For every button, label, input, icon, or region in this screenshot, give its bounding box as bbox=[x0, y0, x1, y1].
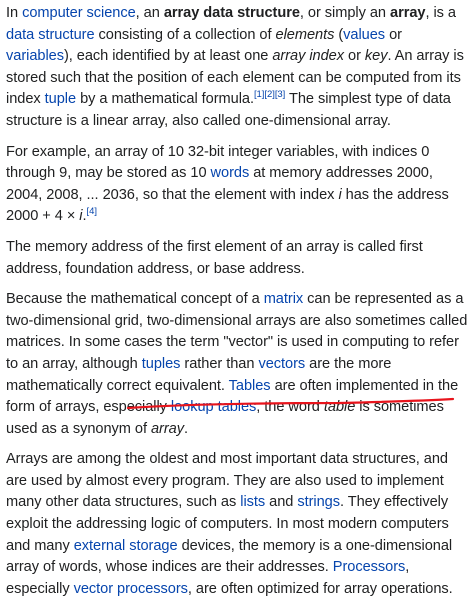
text: For example, an array of 10 32-bit integer variables, with indices 0 through 9, may be stored as 10 bbox=[6, 143, 430, 182]
italic-i: i bbox=[338, 186, 342, 203]
link-lookup-tables[interactable]: lookup tables bbox=[170, 399, 257, 416]
citation-4[interactable]: [4] bbox=[86, 206, 97, 218]
text: Arrays are among the oldest and most important data structures, and are used by almost every program. They are also used to implement many other data structures, such as bbox=[6, 451, 448, 511]
bold-term-array-data-structure: array data structure bbox=[163, 5, 300, 21]
text: , especially bbox=[6, 559, 410, 597]
text: . bbox=[183, 420, 188, 437]
link-vectors[interactable]: vectors bbox=[258, 355, 306, 372]
text: Because the mathematical concept of a bbox=[6, 291, 264, 308]
link-strings[interactable]: strings bbox=[297, 494, 340, 511]
link-computer-science[interactable]: computer science bbox=[22, 5, 136, 21]
citation-1[interactable]: [1] bbox=[253, 89, 265, 101]
text: In bbox=[6, 5, 23, 21]
text: ; the word bbox=[256, 399, 324, 416]
text: , an bbox=[135, 5, 164, 21]
italic-table: table bbox=[323, 399, 356, 416]
italic-array: array bbox=[150, 420, 184, 437]
text: or bbox=[385, 26, 402, 43]
link-processors[interactable]: Processors bbox=[332, 559, 406, 576]
text: . An array is stored such that the position of each element can be computed from its index bbox=[6, 48, 464, 108]
paragraph-3 bbox=[6, 237, 469, 280]
text: can be represented as a two-dimensional grid, two-dimensional arrays are also sometimes called matrices. In some cases the term "vector" is used in computing to refer to an array, although bbox=[6, 291, 468, 372]
text: consisting of a collection of bbox=[94, 26, 276, 43]
text: or bbox=[344, 48, 365, 65]
text: ), each identified by at least one bbox=[63, 48, 273, 65]
paragraph-1 bbox=[6, 3, 469, 133]
citation-2[interactable]: [2] bbox=[264, 89, 275, 101]
link-tuples[interactable]: tuples bbox=[141, 355, 181, 372]
text: ( bbox=[334, 26, 344, 43]
paragraph-4 bbox=[6, 289, 469, 440]
text: , is a bbox=[425, 5, 456, 21]
bold-term-array: array bbox=[390, 5, 426, 21]
citation-3[interactable]: [3] bbox=[274, 89, 286, 101]
text: has the address 2000 + 4 × bbox=[6, 186, 449, 225]
paragraph-5 bbox=[6, 449, 469, 600]
text: , are often optimized for array operations. bbox=[187, 580, 453, 597]
link-external-storage[interactable]: external storage bbox=[73, 537, 178, 554]
text: , or simply an bbox=[299, 5, 390, 21]
italic-key: key bbox=[364, 48, 388, 65]
link-values[interactable]: values bbox=[343, 26, 386, 43]
link-words[interactable]: words bbox=[210, 165, 250, 182]
text: rather than bbox=[180, 355, 259, 372]
link-data-structure[interactable]: data structure bbox=[6, 26, 95, 43]
italic-elements: elements bbox=[275, 26, 335, 43]
italic-array-index: array index bbox=[272, 48, 344, 65]
text: . They effectively exploit the addressing logic of computers. In most modern computers and many bbox=[6, 494, 449, 554]
link-tables[interactable]: Tables bbox=[228, 377, 271, 394]
italic-i: i bbox=[79, 208, 83, 225]
text: The simplest type of data structure is a linear array, also called one-dimensional array. bbox=[6, 91, 451, 129]
link-lists[interactable]: lists bbox=[240, 494, 266, 511]
citation-group bbox=[87, 206, 97, 217]
link-tuple[interactable]: tuple bbox=[44, 91, 77, 108]
text: . bbox=[82, 208, 87, 225]
citation-group bbox=[254, 90, 285, 101]
text: are often implemented in the form of arrays, especially bbox=[6, 377, 459, 416]
text: at memory addresses 2000, 2004, 2008, ... 2036, so that the element with index bbox=[6, 165, 433, 203]
link-matrix[interactable]: matrix bbox=[263, 291, 304, 308]
link-vector-processors[interactable]: vector processors bbox=[73, 580, 188, 597]
text: is sometimes used as a synonym of bbox=[6, 399, 444, 437]
text: by a mathematical formula. bbox=[76, 91, 254, 108]
link-variables[interactable]: variables bbox=[6, 48, 64, 65]
text: devices, the memory is a one-dimensional array of words, whose indices are their addresses. bbox=[6, 537, 453, 576]
text: are the more mathematically correct equivalent. bbox=[6, 355, 392, 394]
text: and bbox=[265, 494, 298, 511]
paragraph-2 bbox=[6, 142, 469, 228]
text: The memory address of the first element of an array is called first address, foundation address, or base address. bbox=[6, 238, 423, 277]
